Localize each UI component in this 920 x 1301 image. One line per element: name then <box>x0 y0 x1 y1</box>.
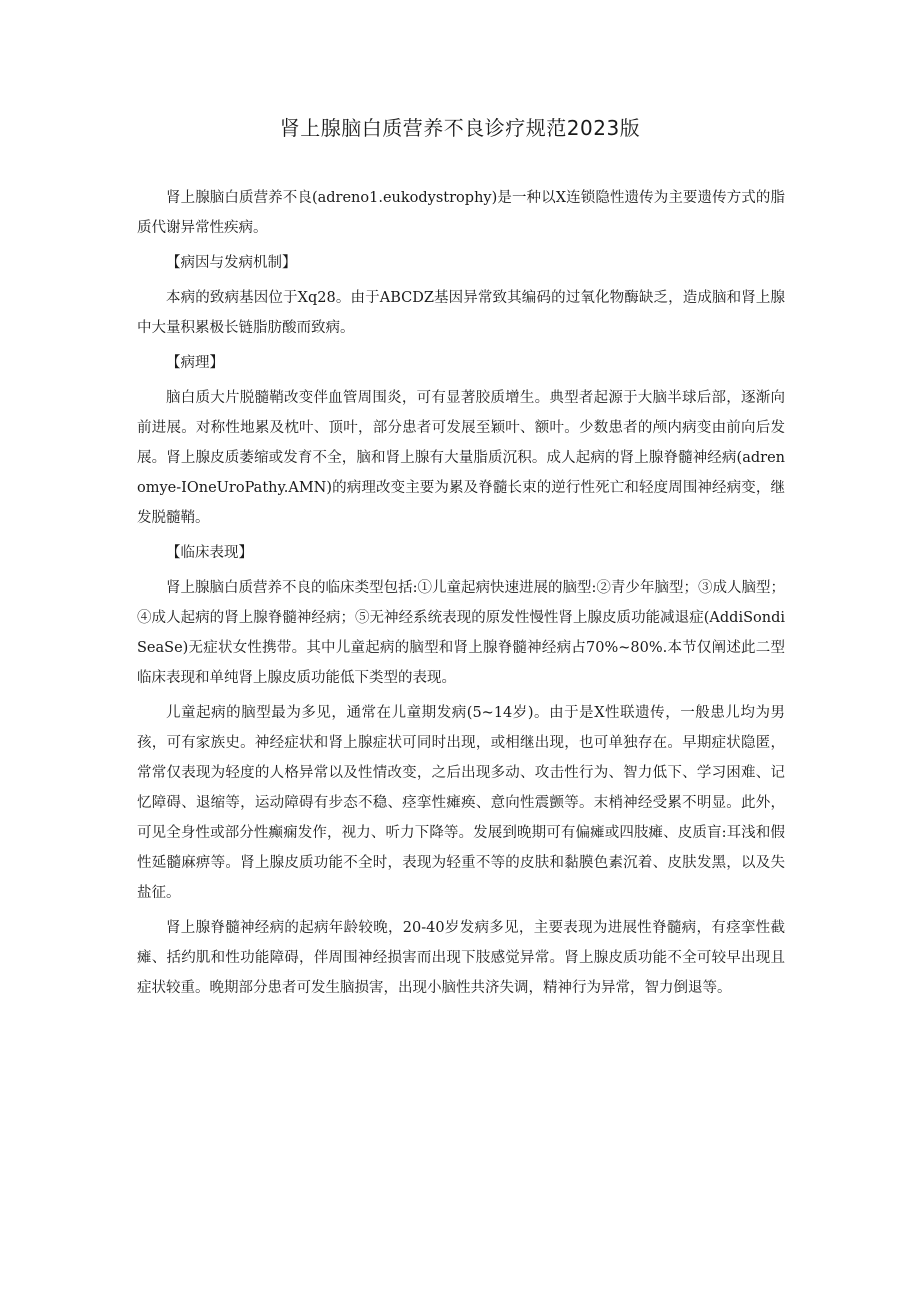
pathology-paragraph: 脑白质大片脱髓鞘改变伴血管周围炎，可有显著胶质增生。典型者起源于大脑半球后部，逐渐向前进展。对称性地累及枕叶、顶叶，部分患者可发展至颖叶、额叶。少数患者的颅内病变由前向后发展。肾上腺皮质萎缩或发育不全，脑和肾上腺有大量脂质沉积。成人起病的肾上腺脊髓神经病(adrenomye-IOneUroPathy.AMN)的病理改变主要为累及脊髓长束的逆行性死亡和轻度周围神经病变，继发脱髓鞘。 <box>137 390 785 526</box>
document-title: 肾上腺脑白质营养不良诊疗规范2023版 <box>279 116 641 140</box>
clinical-heading: 【临床表现】 <box>166 545 253 561</box>
clinical-paragraph-childhood: 儿童起病的脑型最为多见，通常在儿童期发病(5~14岁)。由于是X性联遗传，一般患儿均为男孩，可有家族史。神经症状和肾上腺症状可同时出现，或相继出现，也可单独存在。早期症状隐匿，常常仅表现为轻度的人格异常以及性情改变，之后出现多动、攻击性行为、智力低下、学习困难、记忆障碍、退缩等，运动障碍有步态不稳、痉挛性瘫痪、意向性震颤等。末梢神经受累不明显。此外，可见全身性或部分性癫痫发作，视力、听力下降等。发展到晚期可有偏瘫或四肢瘫、皮质盲:耳浅和假性延髓麻痹等。肾上腺皮质功能不全时，表现为轻重不等的皮肤和黏膜色素沉着、皮肤发黑，以及失盐征。 <box>137 705 785 901</box>
etiology-heading: 【病因与发病机制】 <box>166 255 297 271</box>
clinical-paragraph-adult: 肾上腺脊髓神经病的起病年龄较晚，20-40岁发病多见，主要表现为进展性脊髓病，有痉挛性截瘫、括约肌和性功能障碍，伴周围神经损害而出现下肢感觉异常。肾上腺皮质功能不全可较早出现且症状较重。晚期部分患者可发生脑损害，出现小脑性共济失调，精神行为异常，智力倒退等。 <box>137 920 785 996</box>
clinical-paragraph-types: 肾上腺脑白质营养不良的临床类型包括:①儿童起病快速进展的脑型:②青少年脑型；③成人脑型；④成人起病的肾上腺脊髓神经病；⑤无神经系统表现的原发性慢性肾上腺皮质功能减退症(AddiSondiSeaSe)无症状女性携带。其中儿童起病的脑型和肾上腺脊髓神经病占70%~80%.本节仅阐述此二型临床表现和单纯肾上腺皮质功能低下类型的表现。 <box>137 580 785 686</box>
intro-paragraph: 肾上腺脑白质营养不良(adreno1.eukodystrophy)是一种以X连锁隐性遗传为主要遗传方式的脂质代谢异常性疾病。 <box>137 190 785 236</box>
etiology-paragraph: 本病的致病基因位于Xq28。由于ABCDZ基因异常致其编码的过氧化物酶缺乏，造成脑和肾上腺中大量积累极长链脂肪酸而致病。 <box>137 290 785 336</box>
pathology-heading: 【病理】 <box>166 355 224 371</box>
document-body <box>137 183 785 1008</box>
